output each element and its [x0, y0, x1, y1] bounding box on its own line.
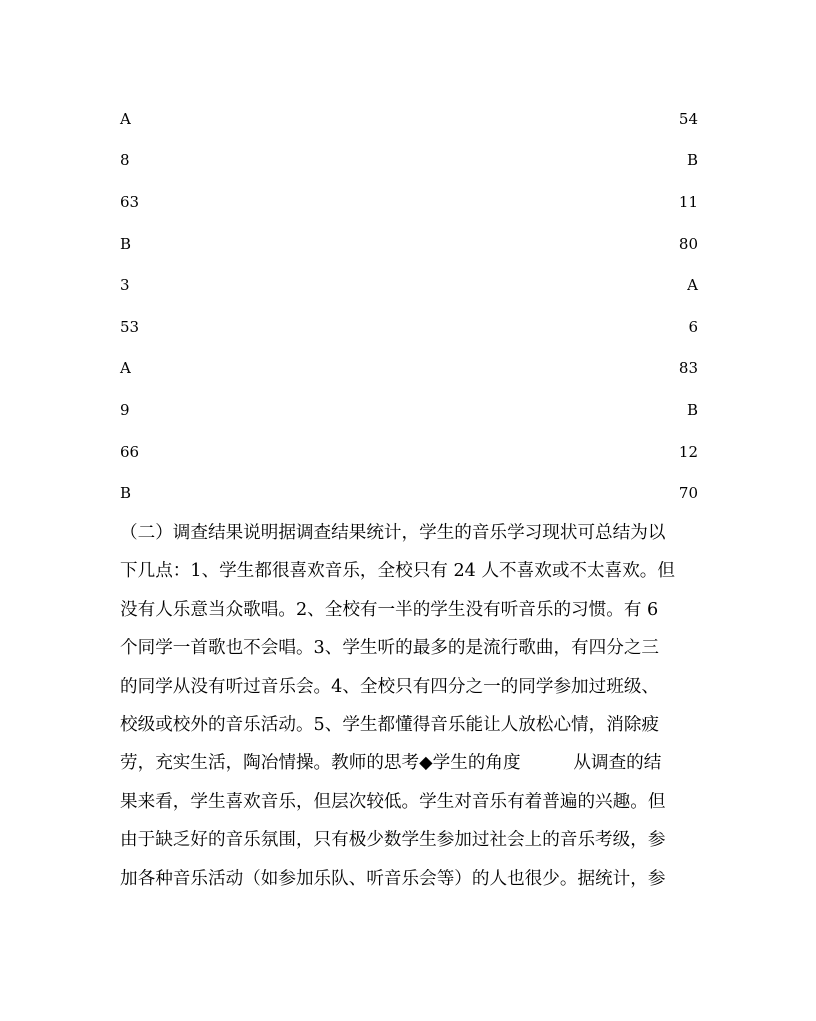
paragraph-line: 加各种音乐活动（如参加乐队、听音乐会等）的人也很少。据统计，参: [120, 868, 666, 889]
row-right-value: B: [686, 401, 698, 419]
row-right-value: A: [687, 276, 698, 294]
body-paragraph: [120, 514, 698, 898]
table-row: [120, 107, 698, 131]
row-right-value: 12: [678, 443, 698, 461]
row-right-value: 70: [678, 484, 698, 502]
row-right-value: 6: [688, 318, 698, 336]
row-right-value: 11: [678, 193, 698, 211]
paragraph-line: 的同学从没有听过音乐会。4、全校只有四分之一的同学参加过班级、: [120, 676, 660, 697]
table-row: [120, 398, 698, 422]
paragraph-line: 由于缺乏好的音乐氛围，只有极少数学生参加过社会上的音乐考级，参: [120, 830, 666, 851]
table-row: [120, 273, 698, 297]
paragraph-line: 下几点：1、学生都很喜欢音乐，全校只有 24 人不喜欢或不太喜欢。但: [120, 561, 675, 582]
paragraph-line: 没有人乐意当众歌唱。2、全校有一半的学生没有听音乐的习惯。有 6: [120, 599, 659, 620]
row-left-value: 3: [120, 276, 130, 294]
row-right-value: 83: [678, 359, 698, 377]
row-right-value: 80: [678, 235, 698, 253]
row-left-value: 53: [120, 318, 140, 336]
paragraph-line: 校级或校外的音乐活动。5、学生都懂得音乐能让人放松心情，消除疲: [120, 714, 660, 735]
paragraph-line: 果来看，学生喜欢音乐，但层次较低。学生对音乐有着普遍的兴趣。但: [120, 791, 666, 812]
row-left-value: B: [120, 235, 132, 253]
row-left-value: A: [120, 359, 131, 377]
row-left-value: 8: [120, 151, 130, 169]
table-row: [120, 148, 698, 172]
paragraph-line: 劳，充实生活，陶冶情操。教师的思考◆学生的角度 从调查的结: [120, 753, 662, 774]
row-left-value: 66: [120, 443, 140, 461]
paragraph-line: 个同学一首歌也不会唱。3、学生听的最多的是流行歌曲，有四分之三: [120, 638, 660, 659]
row-right-value: B: [686, 151, 698, 169]
table-row: [120, 315, 698, 339]
paragraph-line: （二）调查结果说明据调查结果统计，学生的音乐学习现状可总结为以: [120, 523, 666, 543]
row-right-value: 54: [678, 110, 698, 128]
table-row: [120, 356, 698, 380]
row-left-value: B: [120, 484, 132, 502]
table-row: [120, 440, 698, 464]
table-row: [120, 232, 698, 256]
table-row: [120, 481, 698, 505]
row-left-value: A: [120, 110, 131, 128]
row-left-value: 9: [120, 401, 130, 419]
row-left-value: 63: [120, 193, 140, 211]
table-row: [120, 190, 698, 214]
